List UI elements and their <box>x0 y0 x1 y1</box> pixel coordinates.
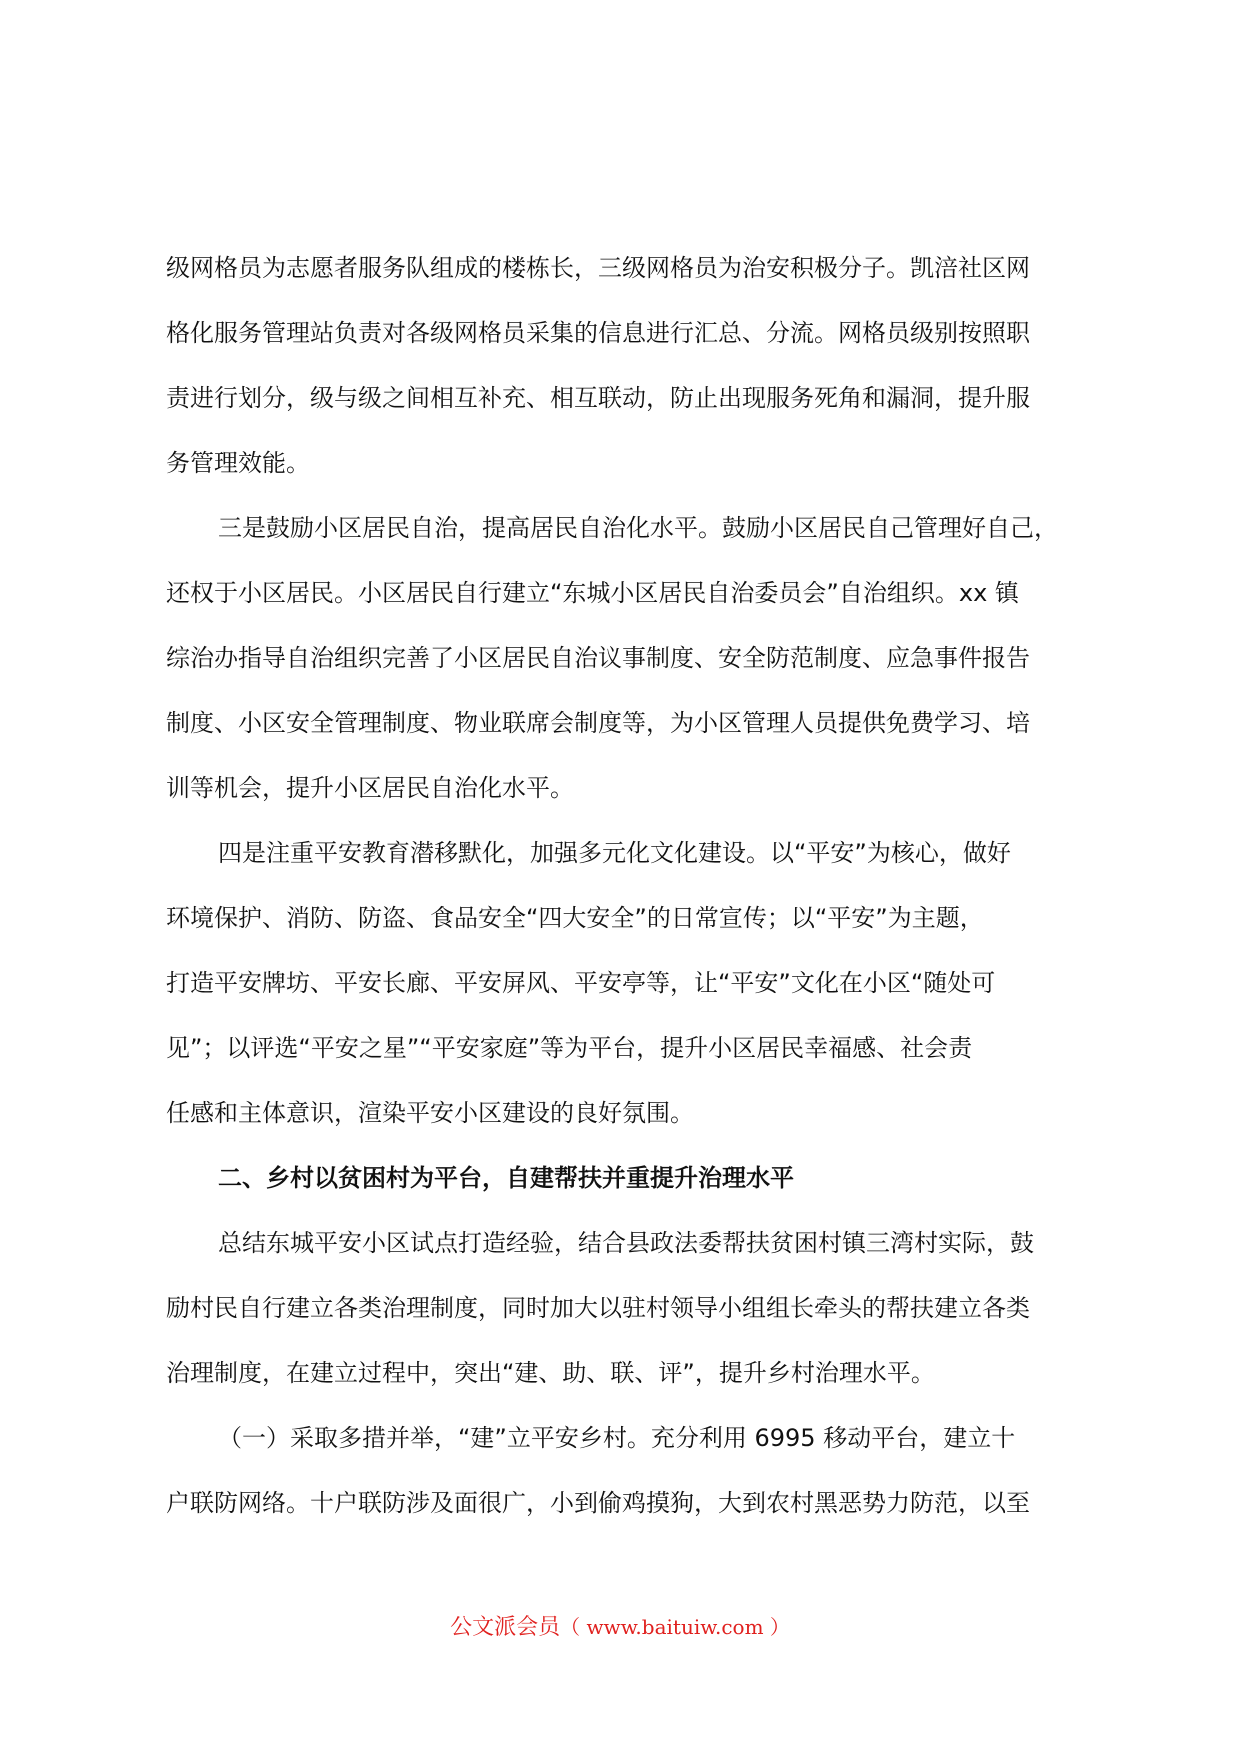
document-body <box>166 236 1086 1536</box>
text-line: 励村民自行建立各类治理制度，同时加大以驻村领导小组组长牵头的帮扶建立各类 <box>166 1294 1030 1322</box>
section-heading <box>166 1146 1086 1211</box>
paragraph-summary <box>166 1211 1086 1406</box>
text-line: 环境保护、消防、防盗、食品安全“四大安全”的日常宣传；以“平安”为主题， <box>166 904 984 932</box>
text-line: 格化服务管理站负责对各级网格员采集的信息进行汇总、分流。网格员级别按照职 <box>166 319 1030 347</box>
text-line: 户联防网络。十户联防涉及面很广，小到偷鸡摸狗，大到农村黑恶势力防范，以至 <box>166 1489 1030 1517</box>
text-line: （一）采取多措并举，“建”立平安乡村。充分利用 6995 移动平台，建立十 <box>218 1424 1016 1452</box>
text-line: 治理制度，在建立过程中，突出“建、助、联、评”，提升乡村治理水平。 <box>166 1359 935 1387</box>
footer-site-url: （ www.baituiw.com ） <box>560 1615 790 1639</box>
text-line: 见”；以评选“平安之星”“平安家庭”等为平台，提升小区居民幸福感、社会责 <box>166 1034 973 1062</box>
paragraph-resident-autonomy <box>166 496 1086 821</box>
paragraph-safety-education <box>166 821 1086 1146</box>
text-line: 务管理效能。 <box>166 449 310 477</box>
text-line: 制度、小区安全管理制度、物业联席会制度等，为小区管理人员提供免费学习、培 <box>166 709 1030 737</box>
text-line: 总结东城平安小区试点打造经验，结合县政法委帮扶贫困村镇三湾村实际，鼓 <box>218 1229 1034 1257</box>
footer-watermark <box>0 1610 1240 1641</box>
paragraph-build-safe-village <box>166 1406 1086 1536</box>
text-line: 四是注重平安教育潜移默化，加强多元化文化建设。以“平安”为核心，做好 <box>218 839 1011 867</box>
text-line: 责进行划分，级与级之间相互补充、相互联动，防止出现服务死角和漏洞，提升服 <box>166 384 1030 412</box>
text-line: 任感和主体意识，渲染平安小区建设的良好氛围。 <box>166 1099 694 1127</box>
text-line: 还权于小区居民。小区居民自行建立“东城小区居民自治委员会”自治组织。xx 镇 <box>166 579 1019 607</box>
text-line: 训等机会，提升小区居民自治化水平。 <box>166 774 574 802</box>
paragraph-grid-levels <box>166 236 1086 496</box>
footer-site-name: 公文派会员 <box>450 1615 561 1640</box>
text-line: 打造平安牌坊、平安长廊、平安屏风、平安亭等，让“平安”文化在小区“随处可 <box>166 969 996 997</box>
text-line: 三是鼓励小区居民自治，提高居民自治化水平。鼓励小区居民自己管理好自己， <box>218 514 1058 542</box>
text-line: 综治办指导自治组织完善了小区居民自治议事制度、安全防范制度、应急事件报告 <box>166 644 1030 672</box>
text-line: 级网格员为志愿者服务队组成的楼栋长，三级网格员为治安积极分子。凯涪社区网 <box>166 254 1030 282</box>
heading-text: 二、乡村以贫困村为平台，自建帮扶并重提升治理水平 <box>218 1164 794 1192</box>
